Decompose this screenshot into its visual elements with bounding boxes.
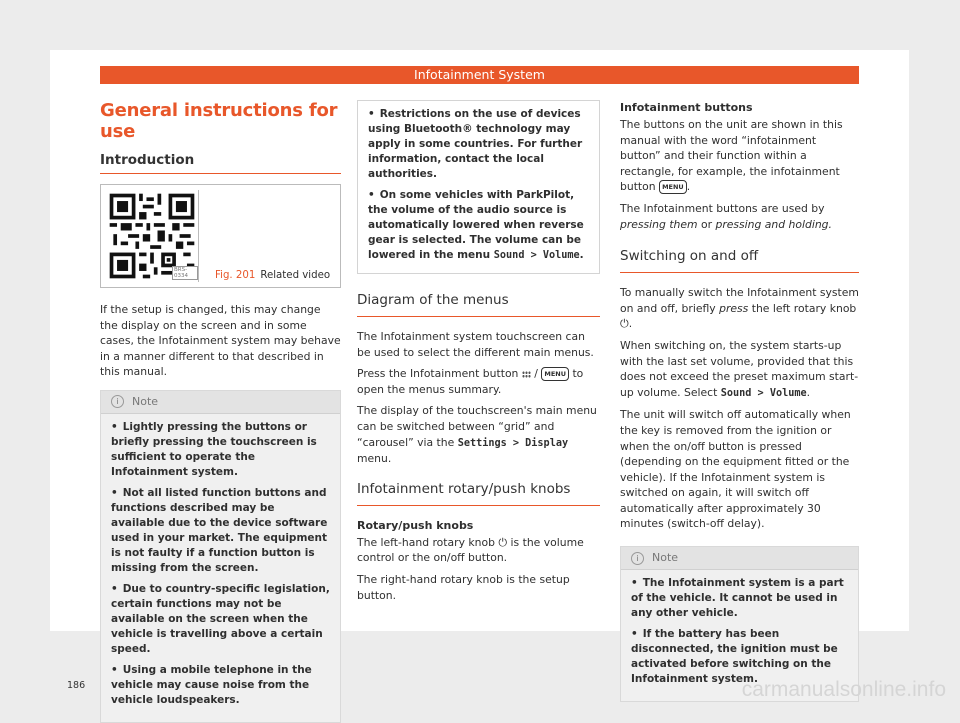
onoff-paragraph-1: To manually switch the Infotainment system on and off, briefly press the left rotary knob ⏻. [620, 286, 859, 331]
note-title: Note [132, 394, 159, 408]
emphasis: pressing them [620, 217, 698, 231]
power-icon: ⏻ [498, 535, 508, 549]
text: . [686, 180, 691, 194]
note-item: • The Infotainment system is a part of the vehicle. It cannot be used in any other vehicle. [631, 576, 848, 621]
note-list [101, 420, 340, 708]
text: or [701, 217, 713, 231]
section-heading-menus: Diagram of the menus [357, 292, 600, 317]
page-number: 186 [67, 680, 86, 691]
emphasis: press [719, 301, 749, 315]
watermark: carmanualsonline.info [741, 678, 946, 701]
text-separator: / [534, 367, 538, 381]
note-item: • Using a mobile telephone in the vehicle may cause noise from the vehicle loudspeakers. [111, 663, 330, 708]
bullet-text: On some vehicles with ParkPilot, the volume of the audio source is automatically lowered when reverse gear is selected. The volume can be lowered in the menu [368, 189, 584, 261]
qr-code[interactable] [106, 190, 199, 282]
bullet-box [357, 100, 600, 274]
info-icon: i [111, 395, 124, 408]
power-icon: ⏻ [620, 317, 629, 331]
subheading-buttons: Infotainment buttons [620, 101, 753, 114]
note-list [621, 576, 858, 687]
text: The display of the touchscreen's main menu can be switched between “grid” and “carousel” via the [357, 404, 597, 449]
column-right [620, 100, 859, 702]
text: . [806, 385, 811, 399]
note-title: Note [652, 551, 679, 565]
note-item: • If the battery has been disconnected, the ignition must be activated before switching on the Infotainment system. [631, 627, 848, 687]
menu-path: Sound > Volume [720, 387, 807, 399]
note-item: • Lightly pressing the buttons or briefly pressing the touchscreen is sufficient to operate the Infotainment system. [111, 420, 330, 480]
note-item: • Not all listed function buttons and functions described may be available due to the device software used in your market. The equipment is not faulty if a function button is missing from the screen. [111, 486, 330, 576]
knobs-paragraph-1 [357, 535, 600, 566]
column-left [100, 100, 341, 723]
text: The buttons on the unit are shown in this manual with the word “infotainment button” and their function within a rectangle, for example, the infotainment button [620, 118, 843, 194]
section-heading-knobs: Infotainment rotary/push knobs [357, 481, 600, 506]
buttons-paragraph-1 [620, 117, 859, 195]
emphasis: pressing and holding. [715, 217, 832, 231]
menus-paragraph-1: The Infotainment system touchscreen can be used to select the different main menus. [357, 330, 594, 359]
figure-caption-text: Related video [260, 270, 331, 281]
text: to open the menus summary. [357, 367, 584, 396]
note-header [621, 547, 858, 570]
figure-code: BRS-0334 [172, 266, 198, 280]
text: To manually switch the Infotainment system on and off, briefly [620, 286, 859, 315]
text: the left rotary knob [751, 301, 857, 315]
text: The left-hand rotary knob [357, 535, 495, 549]
onoff-paragraph-2 [620, 338, 859, 401]
section-heading-onoff: Switching on and off [620, 248, 859, 273]
buttons-paragraph-2 [620, 201, 859, 232]
intro-paragraph: If the setup is changed, this may change the display on the screen and in some cases, the Infotainment system may behave in a manner different to that described in this manual. [100, 303, 341, 379]
chapter-header: Infotainment System [100, 66, 859, 84]
text: Press the Infotainment button [357, 367, 519, 381]
note-item: • Due to country-specific legislation, certain functions may not be available on the screen when the vehicle is travelling above a certain speed. [111, 582, 330, 657]
note-header [101, 391, 340, 414]
menu-button-icon: MENU [659, 180, 687, 194]
text: is the volume control or the on/off button. [357, 535, 584, 565]
menus-paragraph-2 [357, 366, 600, 397]
onoff-paragraph-3: The unit will switch off automatically when the key is removed from the ignition or when the on/off button is pressed (depending on the equipment fitted or the vehicle). If the Infotainment system is switched on again, it will switch off automatically after approximately 30 minutes (switch-off delay). [620, 408, 851, 531]
text: menu. [357, 452, 392, 466]
figure-caption [215, 270, 330, 281]
column-middle [357, 100, 600, 609]
bullet-text-end: . [579, 249, 584, 261]
menu-path: Sound > Volume [493, 250, 580, 261]
figure-201 [100, 184, 341, 288]
bullet-item: • Restrictions on the use of devices using Bluetooth® technology may apply in some countries. For further information, contact the local authorities. [368, 107, 589, 182]
menu-button-icon: MENU [541, 367, 569, 381]
grid-icon [522, 371, 531, 378]
knobs-paragraph-2: The right-hand rotary knob is the setup button. [357, 572, 570, 602]
note-box-left [100, 390, 341, 723]
section-heading-introduction: Introduction [100, 152, 341, 174]
text: When switching on, the system starts-up with the last set volume, provided that this does not exceed the preset maximum start-up volume. Select [620, 338, 859, 399]
page-title: General instructions for use [100, 100, 338, 142]
text: The Infotainment buttons are used by [620, 201, 825, 215]
bullet-item [368, 188, 589, 263]
figure-label: Fig. 201 [215, 270, 256, 281]
menus-paragraph-3 [357, 403, 600, 466]
info-icon: i [631, 552, 644, 565]
menu-path: Settings > Display [457, 437, 569, 449]
subheading-knobs: Rotary/push knobs [357, 518, 474, 532]
